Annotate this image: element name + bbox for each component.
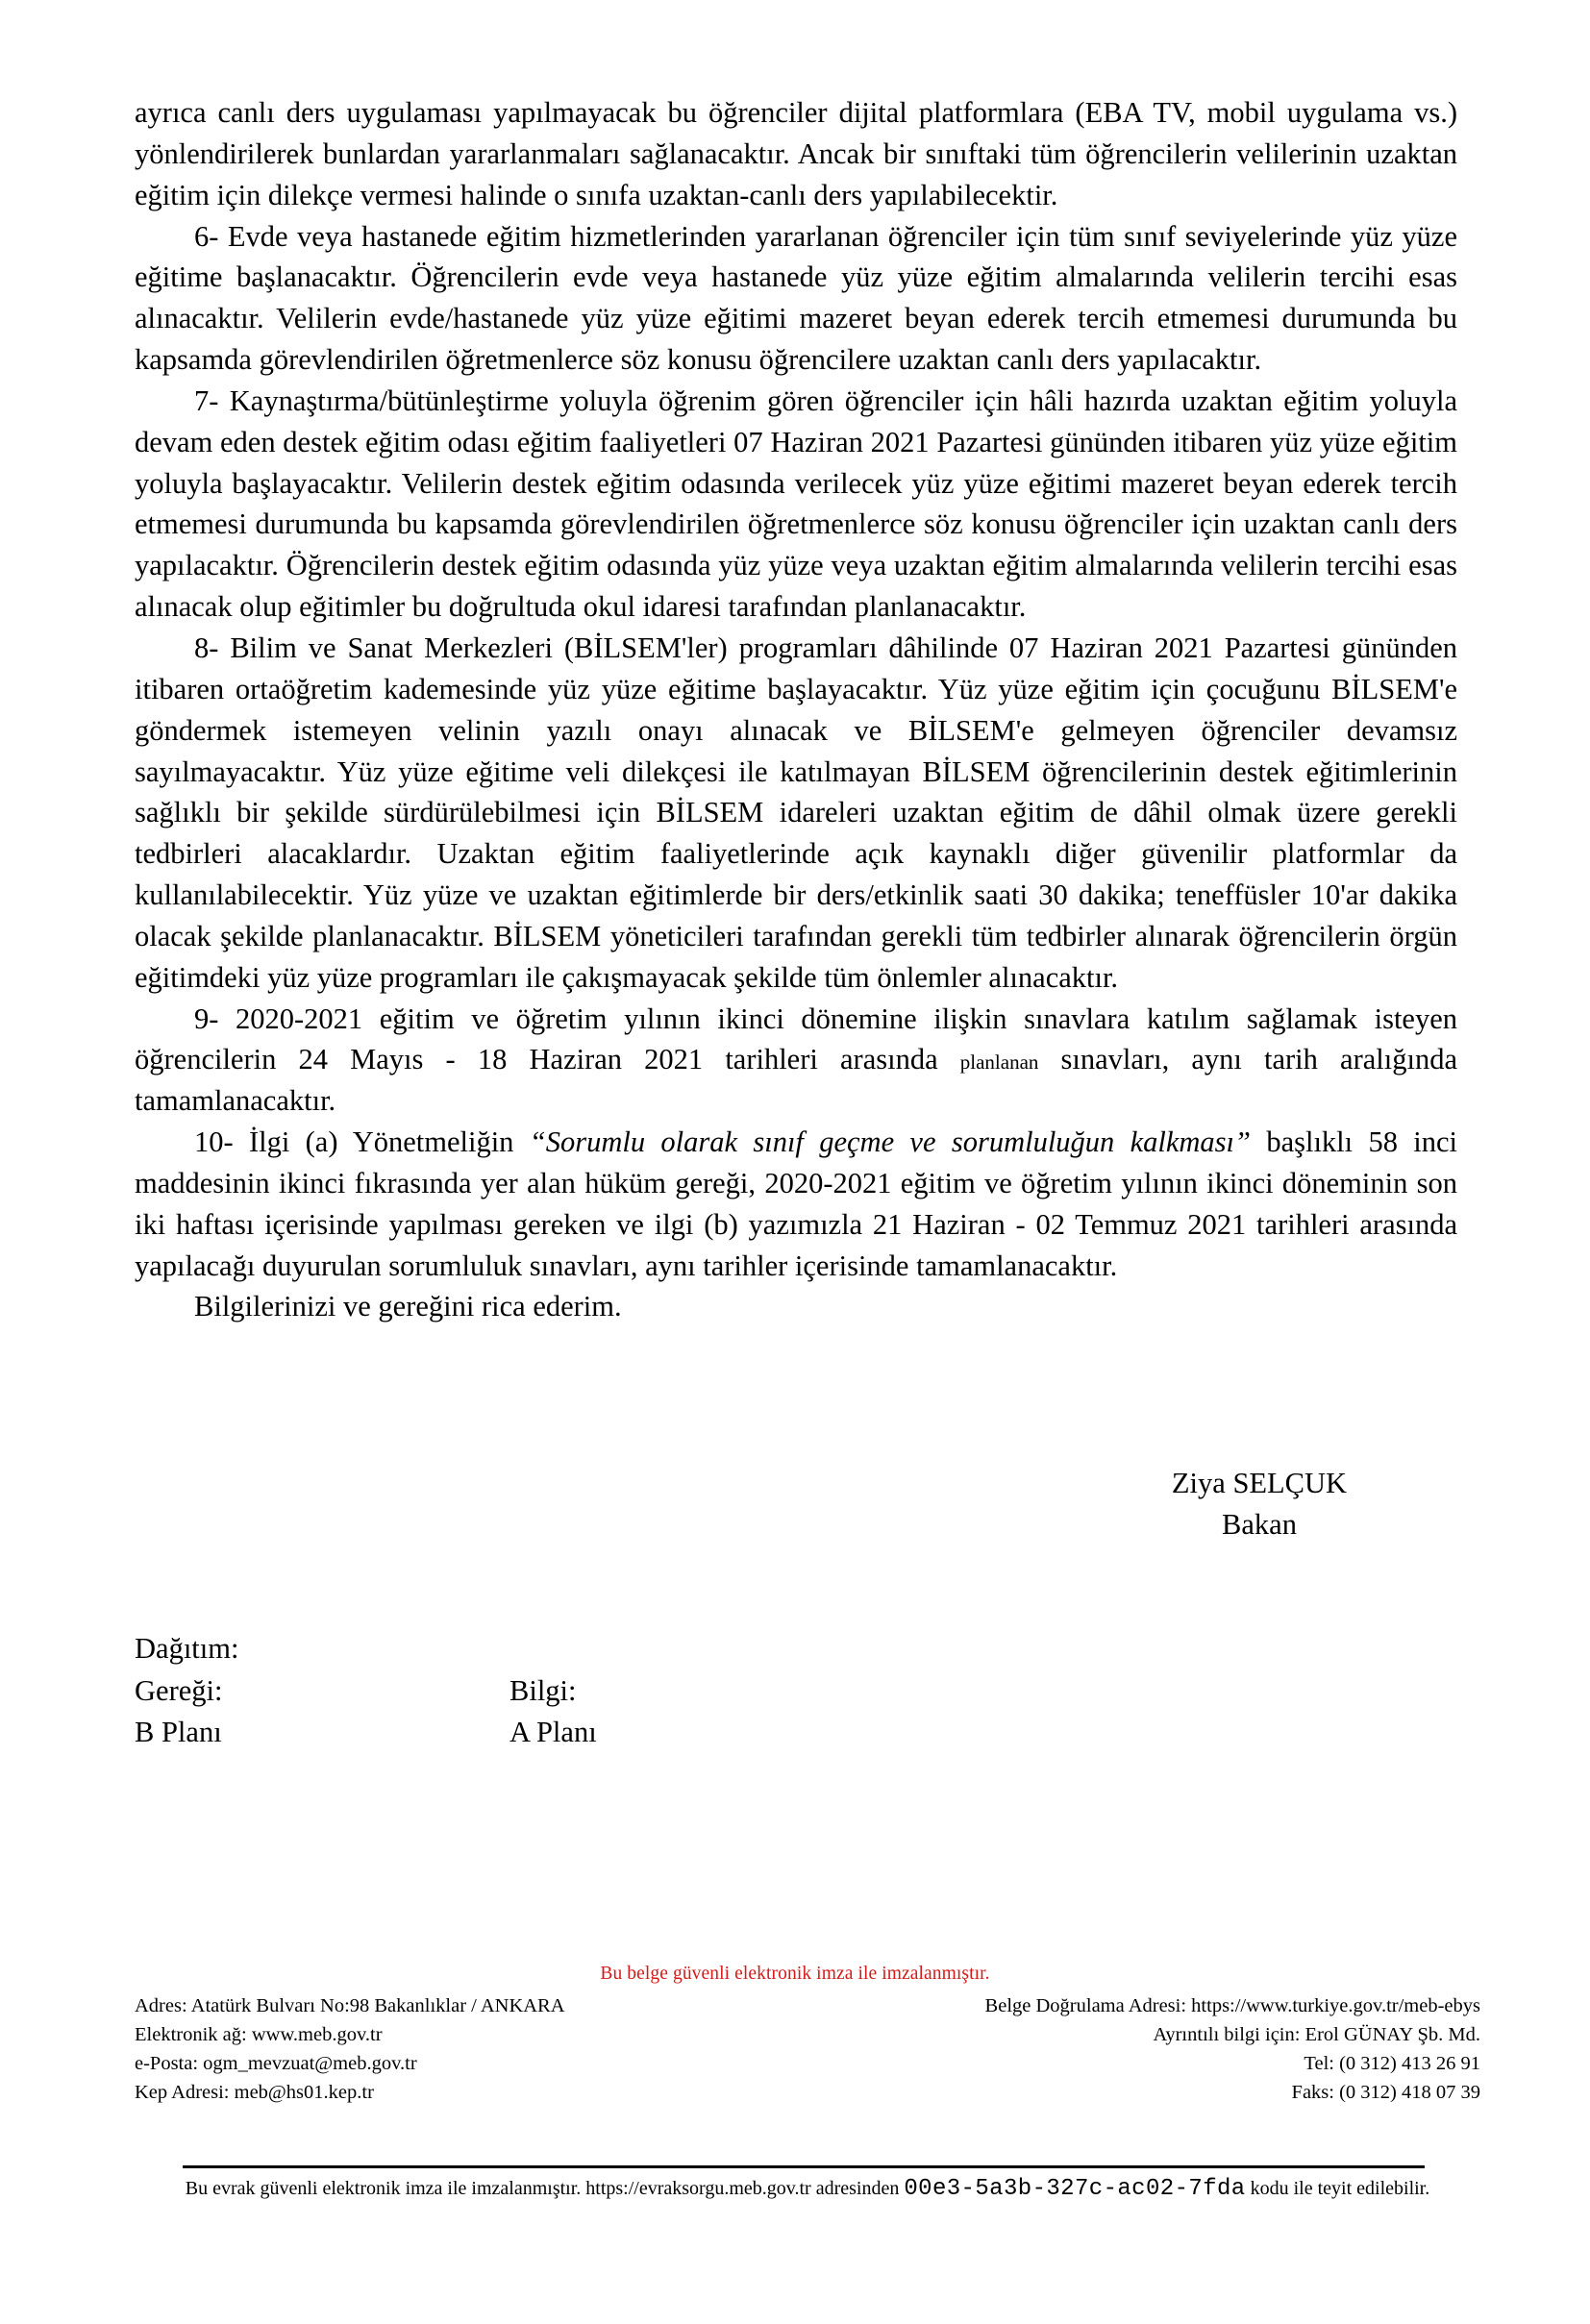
distribution-row xyxy=(135,1712,1000,1754)
distribution-header-bilgi: Bilgi: xyxy=(509,1673,577,1707)
distribution-header-gereği: Gereği: xyxy=(135,1673,223,1707)
footer-left-column xyxy=(135,1991,565,2108)
paragraph-item-7: 7- Kaynaştırma/bütünleştirme yoluyla öğrenim gören öğrenciler için hâli hazırda uzaktan eğitim yoluyla devam eden destek eğitim odası eğitim faaliyetleri 07 Haziran 2021 Pazartesi gününden itibaren yüz yüze eğitim yoluyla başlayacaktır. Velilerin destek eğitim odasında verilecek yüz yüze eğitimi mazeret beyan ederek tercih etmemesi durumunda bu kapsamda görevlendirilen öğretmenlerce söz konusu öğrenciler için uzaktan canlı ders yapılacaktır. Öğrencilerin destek eğitim odasında yüz yüze veya uzaktan eğitim almalarında velilerin tercihi esas alınacak olup eğitimler bu doğrultuda okul idaresi tarafından planlanacaktır. xyxy=(135,383,1457,624)
verification-code: 00e3-5a3b-327c-ac02-7fda xyxy=(904,2176,1246,2202)
footer-right-column xyxy=(985,1991,1480,2108)
distribution-block xyxy=(135,1628,1000,1754)
document-body xyxy=(135,92,1457,1327)
paragraph-item-9-part-2: sınavları, aynı tarih aralığında tamamlanacaktır. xyxy=(135,1043,1457,1118)
paragraph-continuation: ayrıca canlı ders uygulaması yapılmayacak bu öğrenciler dijital platformlara (EBA TV, mobil uygulama vs.) yönlendirilerek bunlardan yararlanmaları sağlanacaktır. Ancak bir sınıftaki tüm öğrencilerin velilerinin uzaktan eğitim için dilekçe vermesi halinde o sınıfa uzaktan-canlı ders yapılabilecektir. xyxy=(135,96,1457,211)
paragraph-item-10 xyxy=(135,1122,1457,1286)
verification-prefix: Bu evrak güvenli elektronik imza ile imzalanmıştır. https://evraksorgu.meb.gov.tr adresinden xyxy=(185,2178,900,2199)
paragraph-item-10-part-1: 10- İlgi (a) Yönetmeliğin xyxy=(194,1125,530,1159)
paragraph-item-8: 8- Bilim ve Sanat Merkezleri (BİLSEM'ler) programları dâhilinde 07 Haziran 2021 Pazartesi gününden itibaren ortaöğretim kademesinde yüz yüze eğitime başlayacaktır. Yüz yüze eğitim için çocuğunu BİLSEM'e göndermek istemeyen velinin yazılı onayı alınacak ve BİLSEM'e gelmeyen öğrenciler devamsız sayılmayacaktır. Yüz yüze eğitime veli dilekçesi ile katılmayan BİLSEM öğrencilerinin destek eğitimlerinin sağlıklı bir şekilde sürdürülebilmesi için BİLSEM idareleri uzaktan eğitim de dâhil olmak üzere gerekli tedbirleri alacaklardır. Uzaktan eğitim faaliyetlerinde açık kaynaklı diğer güvenilir platformlar da kullanılabilecektir. Yüz yüze ve uzaktan eğitimlerde bir ders/etkinlik saati 30 dakika; teneffüsler 10'ar dakika olacak şekilde planlanacaktır. BİLSEM yöneticileri tarafından gerekli tüm tedbirler alınarak öğrencilerin örgün eğitimdeki yüz yüze programları ile çakışmayacak şekilde tüm önlemler alınacaktır. xyxy=(135,630,1457,994)
paragraph-item-10-quoted-title: “Sorumlu olarak sınıf geçme ve sorumluluğun kalkması” xyxy=(529,1125,1251,1159)
paragraph-closing: Bilgilerinizi ve gereğini rica ederim. xyxy=(194,1290,622,1323)
verification-line xyxy=(144,2176,1471,2202)
verification-suffix: kodu ile teyit edilebilir. xyxy=(1250,2178,1430,2199)
distribution-header-row xyxy=(135,1670,1000,1713)
distribution-heading: Dağıtım: xyxy=(135,1632,239,1665)
signatory-name: Ziya SELÇUK xyxy=(1171,1467,1348,1499)
distribution-cell-gereği: B Planı xyxy=(135,1716,222,1749)
footer-address: Adres: Atatürk Bulvarı No:98 Bakanlıklar / ANKARA xyxy=(135,1995,565,2016)
footer-phone: Tel: (0 312) 413 26 91 xyxy=(1304,2053,1480,2075)
paragraph-item-9-inline-small: planlanan xyxy=(959,1051,1039,1075)
footer-contact-person: Ayrıntılı bilgi için: Erol GÜNAY Şb. Md. xyxy=(1153,2024,1480,2046)
paragraph-item-10-part-2: başlıklı 58 inci maddesinin ikinci fıkrasında yer alan hüküm gereği, 2020-2021 eğitim ve öğretim yılının ikinci döneminin son iki haftası içerisinde yapılması gereken ve ilgi (b) yazımızla 21 Haziran - 02 Temmuz 2021 tarihleri arasında yapılacağı duyurulan sorumluluk sınavları, aynı tarihler içerisinde tamamlanacaktır. xyxy=(135,1125,1458,1282)
footer-divider xyxy=(183,2165,1425,2168)
footer-kep-address: Kep Adresi: meb@hs01.kep.tr xyxy=(135,2082,374,2104)
footer-verification-address: Belge Doğrulama Adresi: https://www.turkiye.gov.tr/meb-ebys xyxy=(984,1995,1480,2016)
footer-website: Elektronik ağ: www.meb.gov.tr xyxy=(135,2024,383,2046)
signatory-title: Bakan xyxy=(1222,1508,1297,1542)
signature-block xyxy=(1057,1463,1461,1546)
footer-fax: Faks: (0 312) 418 07 39 xyxy=(1291,2082,1480,2104)
esignature-notice: Bu belge güvenli elektronik imza ile imzalanmıştır. xyxy=(600,1964,990,1984)
paragraph-item-9 xyxy=(135,999,1457,1123)
distribution-cell-bilgi: A Planı xyxy=(509,1716,597,1749)
footer-email: e-Posta: ogm_mevzuat@meb.gov.tr xyxy=(135,2053,417,2075)
footer-contact-block xyxy=(135,1991,1480,2108)
paragraph-item-6: 6- Evde veya hastanede eğitim hizmetlerinden yararlanan öğrenciler için tüm sınıf seviyelerinde yüz yüze eğitime başlanacaktır. Öğrencilerin evde veya hastanede yüz yüze eğitim almalarında velilerin tercihi esas alınacaktır. Velilerin evde/hastanede yüz yüze eğitimi mazeret beyan ederek tercih etmemesi durumunda bu kapsamda görevlendirilen öğretmenlerce söz konusu öğrencilere uzaktan canlı ders yapılacaktır. xyxy=(135,219,1457,377)
paragraph-item-9-part-1: 9- 2020-2021 eğitim ve öğretim yılının ikinci dönemine ilişkin sınavlara katılım sağlamak isteyen öğrencilerin 24 Mayıs - 18 Haziran 2021 tarihleri arasında xyxy=(135,1001,1457,1076)
